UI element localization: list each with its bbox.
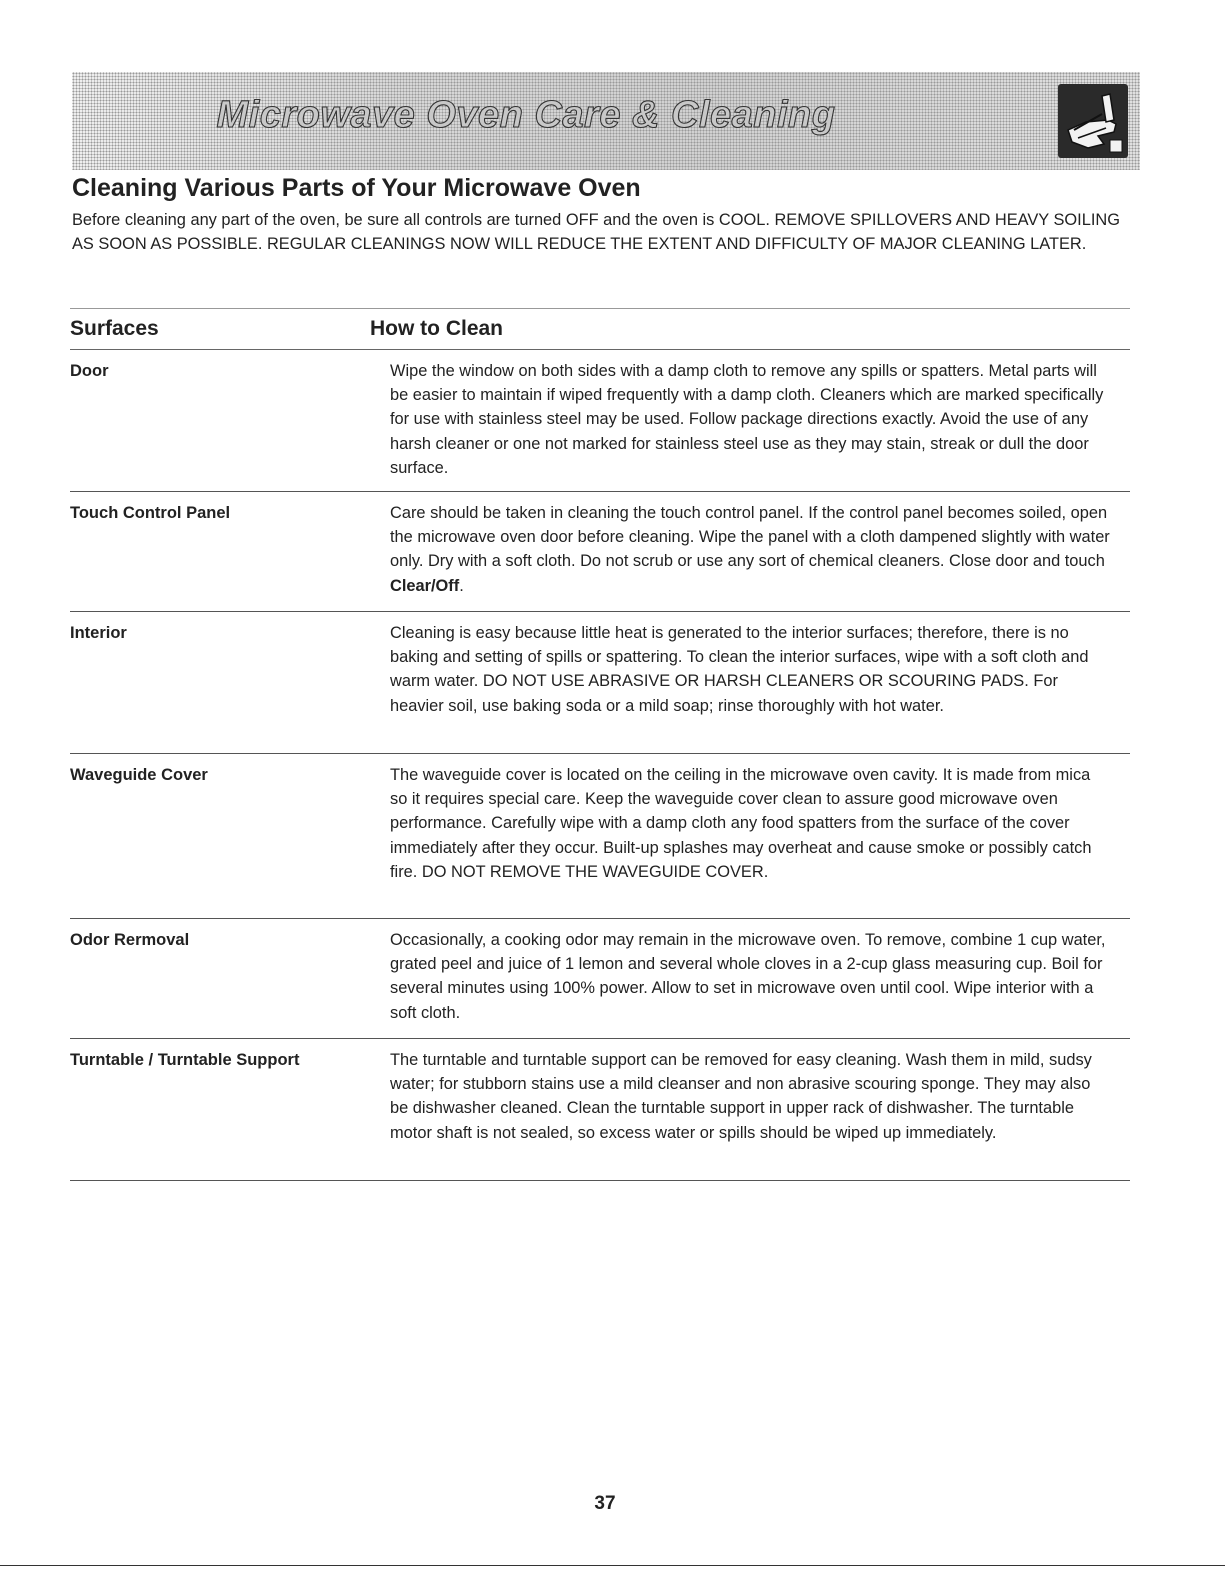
how-to-clean-text: Wipe the window on both sides with a damp cloth to remove any spills or spatters. Metal parts will be easier to maintain if wiped frequently with a damp cloth. Cleaners which are marked specifically for use with stainless steel may be used. Follow package directions exactly. Avoid the use of any harsh cleaner or one not marked for stainless steel use as they may stain, streak or dull the door surface. bbox=[390, 362, 1104, 477]
table-row bbox=[70, 919, 1130, 1039]
how-to-clean-text bbox=[390, 501, 1130, 611]
how-to-clean-text: Cleaning is easy because little heat is generated to the interior surfaces; therefore, there is no baking and setting of spills or spattering. To clean the interior surfaces, wipe with a soft cloth and warm water. DO NOT USE ABRASIVE OR HARSH CLEANERS OR SCOURING PADS. For heavier soil, use baking soda or a mild soap; rinse thoroughly with hot water. bbox=[390, 624, 1089, 715]
table-row bbox=[70, 754, 1130, 919]
cleaning-table bbox=[70, 308, 1130, 1181]
table-row bbox=[70, 492, 1130, 612]
page-number: 37 bbox=[594, 1493, 616, 1514]
how-to-clean-text: The turntable and turntable support can be removed for easy cleaning. Wash them in mild, sudsy water; for stubborn stains use a mild cleanser and non abrasive scouring sponge. They may also be dishwasher cleaned. Clean the turntable support in upper rack of dishwasher. The turntable motor shaft is not sealed, so excess water or spills should be wiped up immediately. bbox=[390, 1051, 1092, 1142]
surface-label: Door bbox=[70, 362, 109, 380]
how-to-clean-text: Occasionally, a cooking odor may remain in the microwave oven. To remove, combine 1 cup water, grated peel and juice of 1 lemon and several whole cloves in a 2-cup glass measuring cup. Boil for several minutes using 100% power. Allow to set in microwave oven until cool. Wipe interior with a soft cloth. bbox=[390, 931, 1106, 1022]
section-banner bbox=[72, 72, 1140, 170]
page-bottom-rule bbox=[0, 1565, 1225, 1566]
table-row bbox=[70, 350, 1130, 492]
surface-label: Interior bbox=[70, 624, 127, 642]
surface-label: Turntable / Turntable Support bbox=[70, 1051, 300, 1069]
table-row bbox=[70, 1039, 1130, 1181]
how-to-clean-text: The waveguide cover is located on the ceiling in the microwave oven cavity. It is made from mica so it requires special care. Keep the waveguide cover clean to assure good microwave oven performance. Carefully wipe with a damp cloth any food spatters from the surface of the cover immediately after they occur. Built-up splashes may overheat and cause smoke or possibly catch fire. DO NOT REMOVE THE WAVEGUIDE COVER. bbox=[390, 766, 1092, 881]
table-header bbox=[70, 308, 1130, 350]
table-row bbox=[70, 612, 1130, 754]
how-to-clean-text-tail: . bbox=[459, 576, 464, 595]
surface-label: Waveguide Cover bbox=[70, 766, 208, 784]
surface-label: Odor Rermoval bbox=[70, 931, 190, 949]
surface-label: Touch Control Panel bbox=[70, 504, 231, 522]
clear-off-key-label: Clear/Off bbox=[390, 576, 460, 595]
header-how-to-clean: How to Clean bbox=[370, 317, 504, 340]
header-surfaces: Surfaces bbox=[70, 317, 159, 340]
how-to-clean-text-main: Care should be taken in cleaning the touch control panel. If the control panel becomes soiled, open the microwave oven door before cleaning. Wipe the panel with a cloth dampened slightly with water only. Dry with a soft cloth. Do not scrub or use any sort of chemical cleaners. Close door and touch bbox=[390, 504, 1110, 571]
banner-title: Microwave Oven Care & Cleaning bbox=[216, 94, 836, 136]
section-title: Cleaning Various Parts of Your Microwave Oven bbox=[72, 174, 641, 202]
intro-paragraph: Before cleaning any part of the oven, be sure all controls are turned OFF and the oven is COOL. REMOVE SPILLOVERS AND HEAVY SOILING AS SOON AS POSSIBLE. REGULAR CLEANINGS NOW WILL REDUCE THE EXTENT AND DIFFICULTY OF MAJOR CLEANING LATER. bbox=[72, 211, 1120, 253]
cleaning-hand-icon bbox=[1058, 84, 1128, 158]
